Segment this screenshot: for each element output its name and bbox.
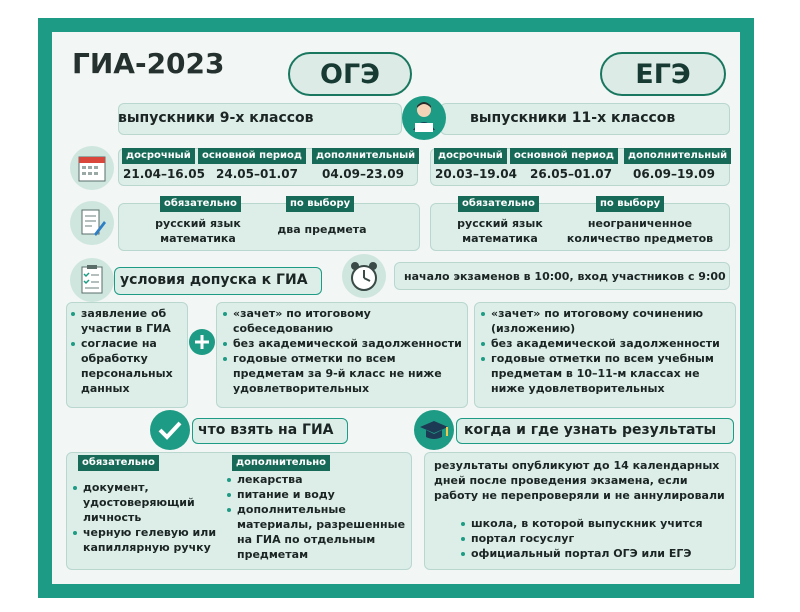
ege-period-main-label: основной период [510, 148, 618, 164]
list-item: «зачет» по итоговому сочинению (изложению) [480, 306, 732, 336]
oge-graduates: выпускники 9-х классов [118, 110, 314, 126]
ege-period-main-dates: 26.05–01.07 [530, 167, 612, 181]
alarm-clock-icon [342, 254, 386, 298]
calendar-icon [70, 146, 114, 190]
plus-icon [189, 329, 215, 355]
list-item: заявление об участии в ГИА [70, 306, 186, 336]
list-item: черную гелевую или капиллярную ручку [72, 525, 222, 555]
document-pen-icon [70, 201, 114, 245]
list-item: дополнительные материалы, разрешенные на ГИА по отдельным предметам [226, 502, 408, 562]
graduation-cap-icon [414, 410, 454, 450]
results-text: результаты опубликуют до 14 календарных дней после проведения экзамена, если работу не перепроверяли и не аннулировали [434, 459, 725, 502]
ege-period-extra-dates: 06.09–19.09 [633, 167, 715, 181]
page-title: ГИА-2023 [72, 47, 225, 80]
take-extra-label: дополнительно [232, 455, 330, 471]
checkmark-icon [150, 410, 190, 450]
oge-period-main-dates: 24.05–01.07 [216, 167, 298, 181]
take-title: что взять на ГИА [198, 422, 334, 438]
take-mandatory-label: обязательно [78, 455, 159, 471]
take-mandatory-list [72, 480, 222, 555]
oge-label: ОГЭ [288, 52, 412, 96]
list-item: лекарства [226, 472, 408, 487]
oge-period-extra-dates: 04.09–23.09 [322, 167, 404, 181]
checklist-icon [70, 258, 114, 302]
oge-period-main-label: основной период [198, 148, 306, 164]
oge-period-early-label: досрочный [122, 148, 195, 164]
list-item: «зачет» по итоговому собеседованию [222, 306, 462, 336]
results-title: когда и где узнать результаты [464, 422, 717, 438]
take-extra-list [226, 472, 408, 562]
list-item: документ, удостоверяющий личность [72, 480, 222, 525]
list-item: согласие на обработку персональных данных [70, 336, 186, 396]
oge-elective-subjects: два предмета [277, 223, 367, 236]
list-item: годовые отметки по всем предметам за 9-й класс не ниже удовлетворительных [222, 351, 462, 396]
ege-label: ЕГЭ [600, 52, 726, 96]
oge-elective-label: по выбору [286, 196, 354, 212]
ege-period-extra-label: дополнительный [624, 148, 731, 164]
admission-common-list [70, 306, 186, 396]
start-time: начало экзаменов в 10:00, вход участников с 9:00 [404, 270, 726, 283]
oge-period-extra-label: дополнительный [312, 148, 419, 164]
list-item: годовые отметки по всем учебным предметам в 10–11-м классах не ниже удовлетворительных [480, 351, 732, 396]
oge-mandatory-subjects: русский язык математика [155, 217, 241, 245]
ege-period-early-dates: 20.03–19.04 [435, 167, 517, 181]
ege-period-early-label: досрочный [434, 148, 507, 164]
student-icon [402, 96, 446, 140]
list-item: без академической задолженности [222, 336, 462, 351]
oge-mandatory-label: обязательно [160, 196, 241, 212]
ege-mandatory-label: обязательно [458, 196, 539, 212]
oge-period-early-dates: 21.04–16.05 [123, 167, 205, 181]
ege-elective-subjects: неограниченное количество предметов [566, 217, 714, 245]
results-where-list [460, 516, 730, 561]
admission-ege-list [480, 306, 732, 396]
ege-graduates: выпускники 11-х классов [470, 110, 676, 126]
ege-elective-label: по выбору [596, 196, 664, 212]
admission-oge-list [222, 306, 462, 396]
list-item: школа, в которой выпускник учится [460, 516, 730, 531]
admission-title: условия допуска к ГИА [120, 272, 308, 288]
list-item: без академической задолженности [480, 336, 732, 351]
list-item: питание и воду [226, 487, 408, 502]
list-item: портал госуслуг [460, 531, 730, 546]
ege-mandatory-subjects: русский язык математика [457, 217, 543, 245]
list-item: официальный портал ОГЭ или ЕГЭ [460, 546, 730, 561]
